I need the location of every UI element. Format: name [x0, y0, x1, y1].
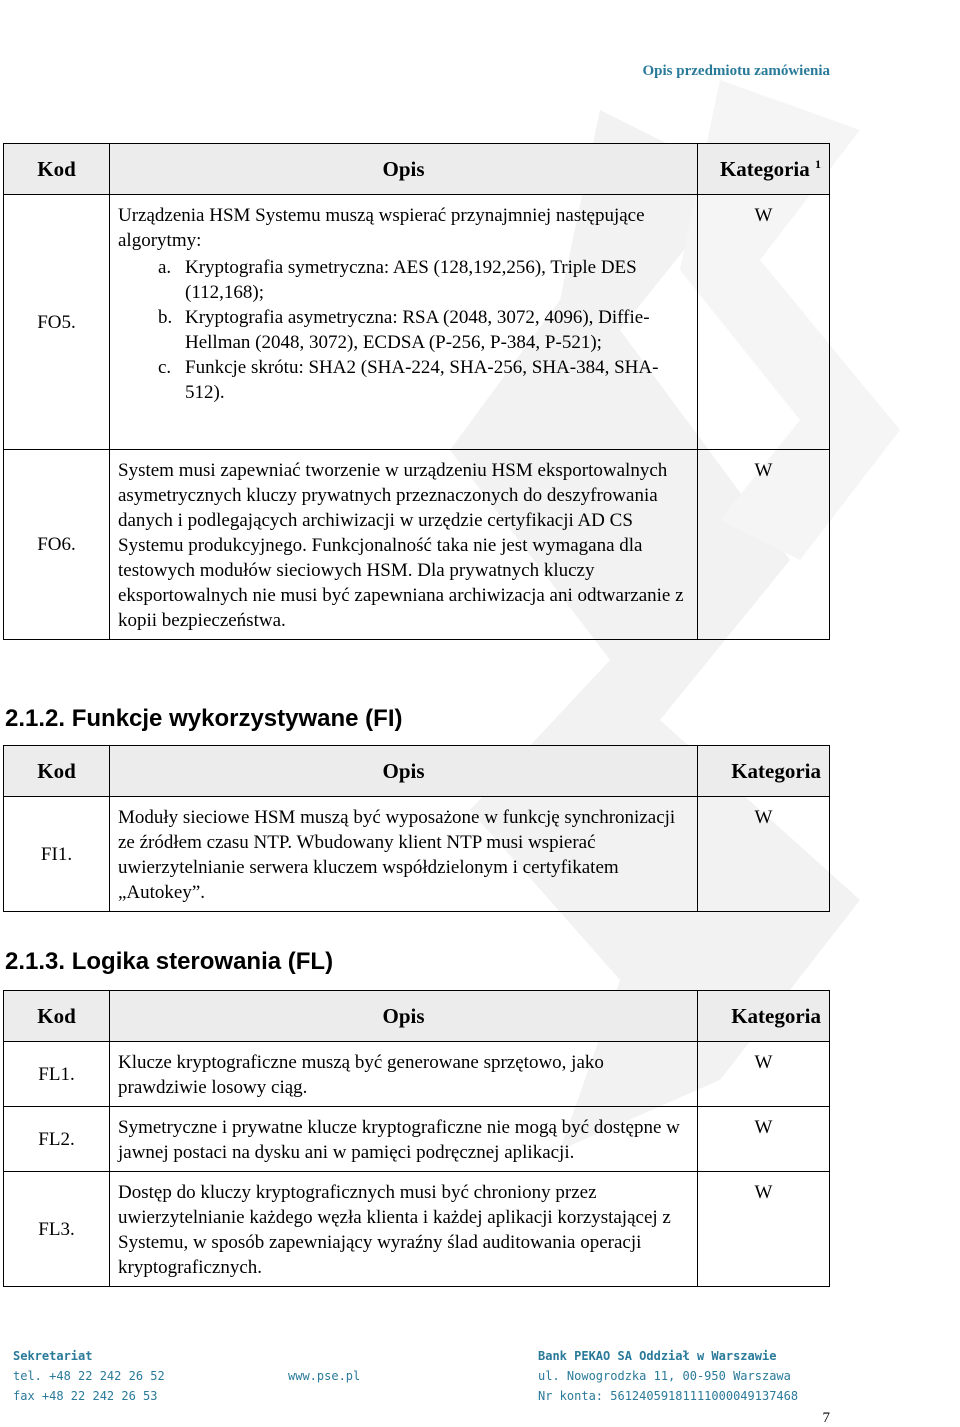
- row-description: Symetryczne i prywatne klucze kryptograficzne nie mogą być dostępne w jawnej postaci na dysku ani w pamięci podręcznej aplikacji.: [110, 1107, 698, 1172]
- algorithm-list: [118, 255, 689, 405]
- table-row: [4, 1107, 830, 1172]
- row-category: W: [698, 797, 830, 912]
- row-code: FO5.: [4, 195, 110, 450]
- list-item-text: Funkcje skrótu: SHA2 (SHA-224, SHA-256, SHA-384, SHA-512).: [185, 357, 659, 403]
- footer-phone: tel. +48 22 242 26 52: [13, 1369, 165, 1383]
- kategoria-label: Kategoria: [719, 156, 810, 181]
- row-code: FL3.: [4, 1172, 110, 1287]
- table-row: [4, 195, 830, 450]
- column-header-opis: Opis: [110, 991, 698, 1042]
- column-header-kod: Kod: [4, 144, 110, 195]
- row-intro-text: Urządzenia HSM Systemu muszą wspierać przynajmniej następujące algorytmy:: [118, 205, 645, 251]
- page-number: 7: [822, 1410, 830, 1426]
- column-header-kod: Kod: [4, 746, 110, 797]
- column-header-kategoria: Kategoria: [698, 746, 830, 797]
- row-code: FL1.: [4, 1042, 110, 1107]
- column-header-kategoria: Kategoria: [698, 991, 830, 1042]
- column-header-kategoria: [698, 144, 830, 195]
- row-code: FI1.: [4, 797, 110, 912]
- list-marker: b.: [158, 307, 173, 328]
- row-description: [110, 195, 698, 450]
- column-header-opis: Opis: [110, 746, 698, 797]
- row-category: W: [698, 450, 830, 640]
- footer-fax: fax +48 22 242 26 53: [13, 1389, 158, 1403]
- list-marker: a.: [158, 257, 172, 278]
- table-row: [4, 1042, 830, 1107]
- section-heading-fi: 2.1.2. Funkcje wykorzystywane (FI): [5, 705, 403, 732]
- requirements-table-fo: [3, 143, 830, 640]
- list-marker: c.: [158, 357, 172, 378]
- row-description: Klucze kryptograficzne muszą być generowane sprzętowo, jako prawdziwie losowy ciąg.: [110, 1042, 698, 1107]
- footer-website[interactable]: www.pse.pl: [288, 1369, 361, 1383]
- row-category: W: [698, 1172, 830, 1287]
- document-header-title: Opis przedmiotu zamówienia: [642, 63, 830, 79]
- footer-bank-account: Nr konta: 56124059181111000049137468: [538, 1389, 799, 1403]
- section-heading-fl: 2.1.3. Logika sterowania (FL): [5, 948, 334, 975]
- footer-bank: [538, 1346, 798, 1406]
- table-header-row: [4, 144, 830, 195]
- requirements-table-fl: [3, 990, 830, 1287]
- list-item-text: Kryptografia asymetryczna: RSA (2048, 3072, 4096), Diffie-Hellman (2048, 3072), ECDSA (P-256, P-384, P-521);: [185, 307, 650, 353]
- list-item: [158, 255, 689, 305]
- footer-bank-label: Bank PEKAO SA Oddział w Warszawie: [538, 1349, 777, 1363]
- column-header-kod: Kod: [4, 991, 110, 1042]
- row-code: FO6.: [4, 450, 110, 640]
- row-description: System musi zapewniać tworzenie w urządzeniu HSM eksportowalnych asymetrycznych kluczy prywatnych przeznaczonych do deszyfrowania danych i podlegających archiwizacji w urzędzie certyfikacji AD CS Systemu produkcyjnego. Funkcjonalność taka nie jest wymagana dla testowych modułów sieciowych HSM. Dla prywatnych kluczy eksportowalnych nie musi być zapewniana archiwizacja ani odtwarzanie z kopii bezpieczeństwa.: [110, 450, 698, 640]
- row-category: W: [698, 1042, 830, 1107]
- footnote-marker: 1: [815, 156, 821, 171]
- list-item: [158, 355, 689, 405]
- table-header-row: [4, 991, 830, 1042]
- table-row: [4, 797, 830, 912]
- row-description: Dostęp do kluczy kryptograficznych musi być chroniony przez uwierzytelnianie każdego węzła klienta i każdej aplikacji korzystającej z Systemu, w sposób zapewniający wyraźny ślad auditowania operacji kryptograficznych.: [110, 1172, 698, 1287]
- footer-secretariat-label: Sekretariat: [13, 1349, 93, 1363]
- row-category: W: [698, 195, 830, 450]
- list-item-text: Kryptografia symetryczna: AES (128,192,256), Triple DES (112,168);: [185, 257, 637, 303]
- table-header-row: [4, 746, 830, 797]
- row-description: Moduły sieciowe HSM muszą być wyposażone w funkcję synchronizacji ze źródłem czasu NTP. Wbudowany klient NTP musi wspierać uwierzytelnianie serwera kluczem współdzielonym i certyfikatem „Autokey”.: [110, 797, 698, 912]
- list-item: [158, 305, 689, 355]
- row-code: FL2.: [4, 1107, 110, 1172]
- column-header-opis: Opis: [110, 144, 698, 195]
- row-category: W: [698, 1107, 830, 1172]
- footer-contact: [13, 1346, 165, 1406]
- footer-bank-address: ul. Nowogrodzka 11, 00-950 Warszawa: [538, 1369, 791, 1383]
- table-row: [4, 1172, 830, 1287]
- table-row: [4, 450, 830, 640]
- requirements-table-fi: [3, 745, 830, 912]
